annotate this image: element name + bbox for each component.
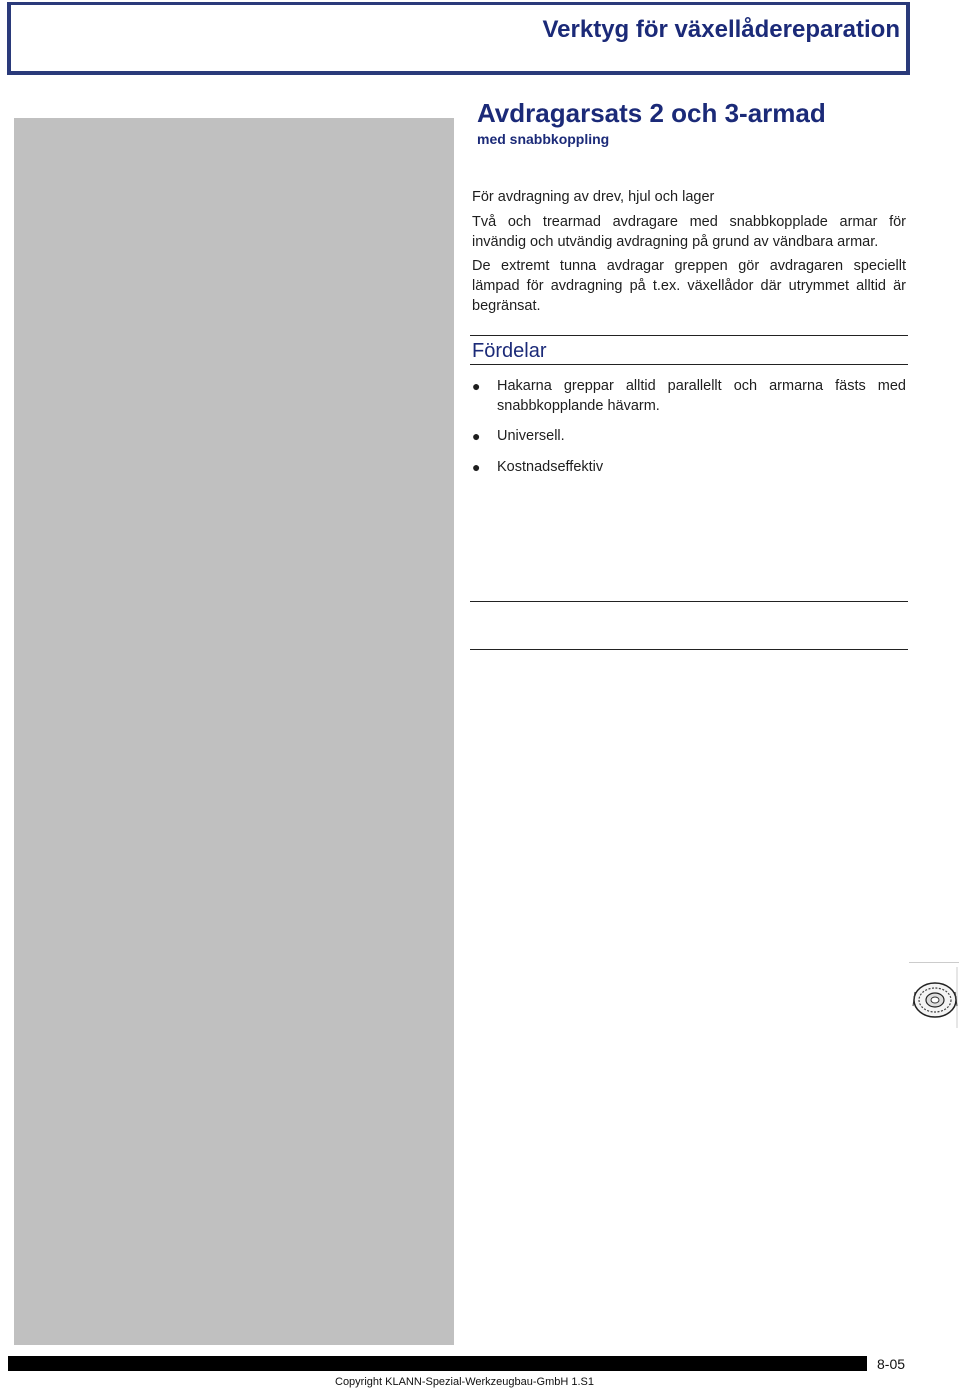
advantage-text: Kostnadseffektiv [497,459,604,475]
header-title: Verktyg för växellådereparation [542,16,900,43]
divider-line [470,601,908,602]
advantage-item [472,376,906,416]
image-placeholder-panel [14,118,454,1345]
advantage-item [472,457,906,477]
section-divider-bottom [470,364,908,365]
bullet-dot-icon: ● [472,459,481,475]
product-title: Avdragarsats 2 och 3-armad [477,98,826,128]
description-paragraph-1: För avdragning av drev, hjul och lager [472,189,715,205]
section-divider-top [470,335,908,336]
gear-bearing-icon [909,962,959,1028]
advantage-text: Hakarna greppar alltid parallellt och armarna fästs med snabbkopplande hävarm. [497,378,906,414]
header-frame [7,2,910,75]
copyright-notice: Copyright KLANN-Spezial-Werkzeugbau-GmbH 1.S1 [335,1376,595,1388]
advantages-heading: Fördelar [472,340,547,362]
bullet-dot-icon: ● [472,428,481,444]
description-paragraph-3: De extremt tunna avdragar greppen gör avdragaren speciellt lämpad för avdragning på t.ex. växellådor där utrymmet alltid är begränsat. [472,258,906,314]
bullet-dot-icon: ● [472,378,481,394]
product-subtitle: med snabbkoppling [477,131,610,147]
advantage-text: Universell. [497,428,565,444]
page-number: 8-05 [877,1356,906,1372]
description-paragraph-2: Två och trearmad avdragare med snabbkopplade armar för invändig och utvändig avdragning på grund av vändbara armar. [472,214,906,250]
divider-line [470,649,908,650]
advantage-item [472,426,906,446]
footer-bar [8,1356,867,1371]
